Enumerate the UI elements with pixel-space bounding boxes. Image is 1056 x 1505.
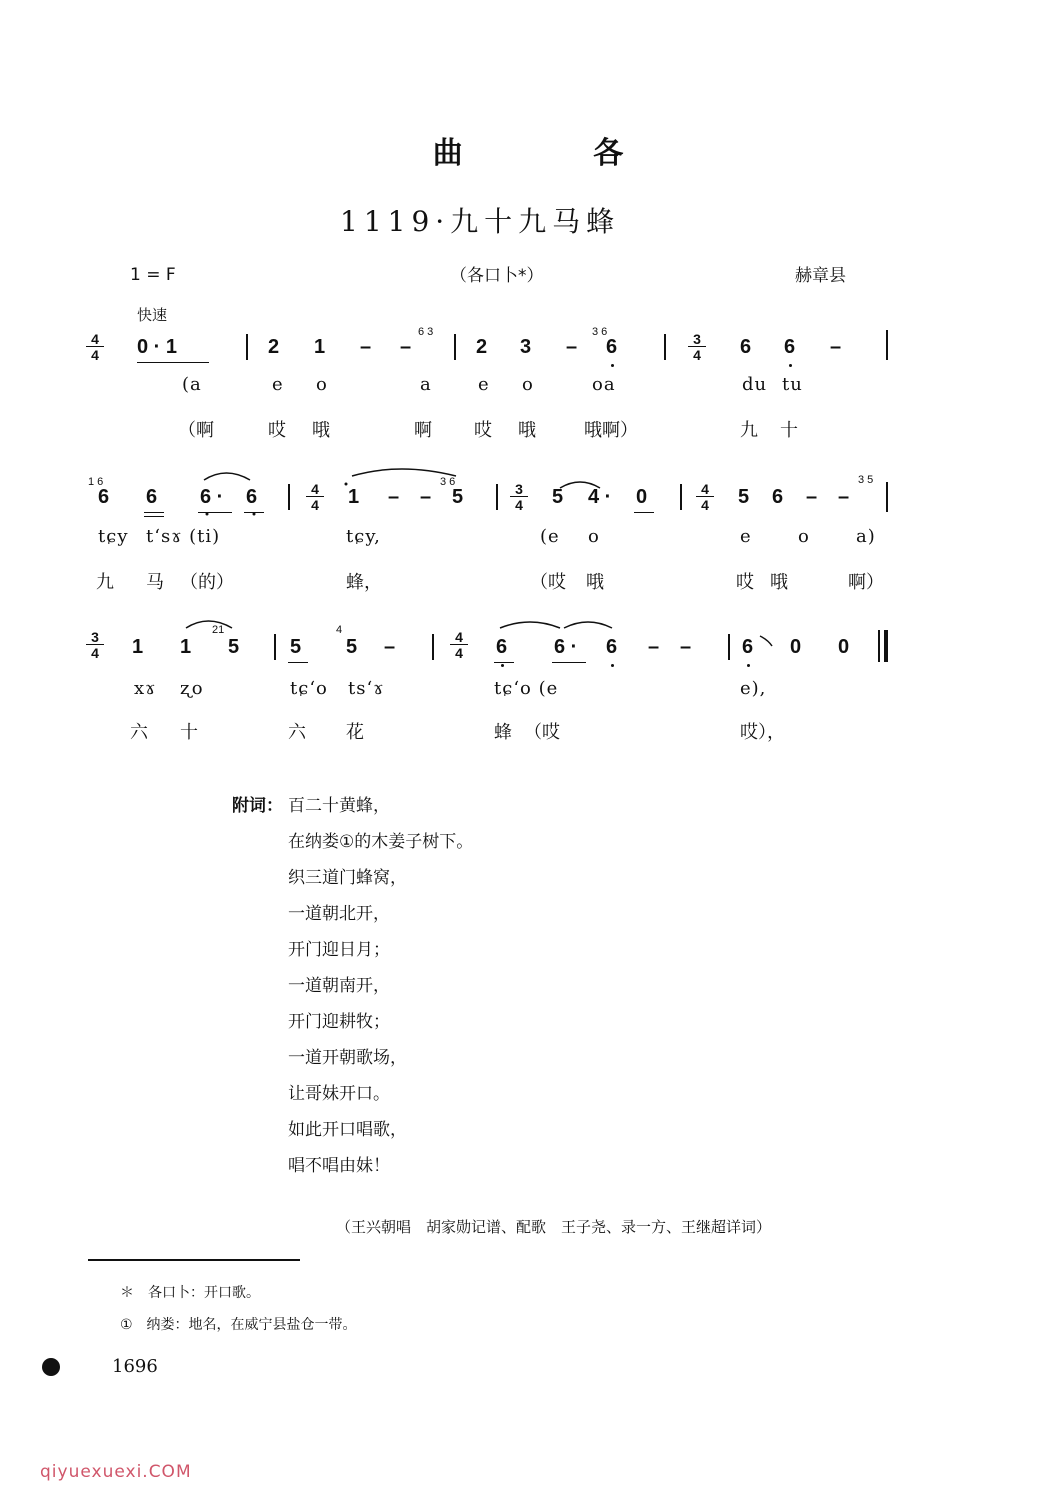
note: 5 — [738, 486, 750, 508]
time-signature: 4 4 — [86, 332, 104, 362]
octave-dot — [345, 483, 348, 486]
lyric-line: 让哥妹开口。 — [288, 1084, 390, 1104]
tempo-marking: 快速 — [137, 306, 168, 324]
chinese-lyric: 花 — [346, 722, 364, 743]
octave-dot — [206, 513, 209, 516]
lyric-line: 一道朝南开， — [288, 976, 390, 996]
note: 5 — [552, 486, 564, 508]
chinese-lyric: 蜂， — [346, 572, 382, 593]
note: – — [360, 336, 372, 358]
lyric-line: 一道开朝歌场， — [288, 1048, 407, 1068]
chinese-lyric: （的） — [180, 572, 234, 593]
chinese-lyric: 哦 — [586, 572, 604, 593]
slur — [352, 469, 456, 476]
chinese-lyric: 蜂 — [494, 722, 512, 743]
time-signature: 4 4 — [696, 482, 714, 512]
chinese-lyric: 九 — [96, 572, 114, 593]
grace-note: 3 5 — [858, 474, 874, 486]
ipa-lyric: e — [740, 526, 752, 547]
page-number: 1696 — [112, 1356, 158, 1377]
song-number: 1119 — [340, 205, 436, 238]
chinese-lyric: 哦啊） — [584, 420, 638, 441]
ipa-lyric: a) — [856, 526, 876, 547]
ipa-lyric: e), — [740, 678, 767, 699]
chinese-lyric: 六 — [130, 722, 148, 743]
note: – — [648, 636, 660, 658]
note: – — [388, 486, 400, 508]
credit-line: （王兴朝唱 胡家勋记谱、配歌 王子尧、录一方、王继超详词） — [336, 1218, 772, 1236]
time-signature: 4 4 — [450, 630, 468, 660]
ipa-lyric: o — [588, 526, 600, 547]
ipa-lyric: (a — [182, 374, 202, 395]
lyric-line: 如此开口唱歌， — [288, 1120, 407, 1140]
note: 6 — [740, 336, 752, 358]
note: 6 — [98, 486, 110, 508]
note: 2 — [268, 336, 280, 358]
chinese-lyric: 哦 — [518, 420, 536, 441]
section-title: 曲 各 — [432, 136, 684, 171]
chinese-lyric: 十 — [180, 722, 198, 743]
ipa-lyric: tu — [782, 374, 803, 395]
grace-note: 1 6 — [88, 476, 104, 488]
note: 4 · — [588, 486, 612, 508]
note: 6 — [496, 636, 508, 658]
watermark: qiyuexuexi.COM — [40, 1462, 192, 1482]
chinese-lyric: 哎 — [736, 572, 754, 593]
time-signature: 3 4 — [510, 482, 528, 512]
note: 5 — [452, 486, 464, 508]
song-name: 九十九马蜂 — [450, 205, 621, 238]
slur — [564, 622, 612, 628]
page-bullet-icon — [42, 1358, 60, 1376]
note: 1 — [348, 486, 360, 508]
ipa-lyric: o — [522, 374, 534, 395]
chinese-lyric: 哎）， — [740, 722, 785, 743]
note: 6 — [772, 486, 784, 508]
ipa-lyric: tsʻɤ — [348, 678, 385, 699]
chinese-lyric: 九 — [740, 420, 758, 441]
note: 0 — [838, 636, 850, 658]
ipa-lyric: (e — [540, 526, 560, 547]
note: 2 — [476, 336, 488, 358]
region-label: 赫章县 — [795, 266, 846, 286]
note: 3 — [520, 336, 532, 358]
ipa-lyric: e — [272, 374, 284, 395]
ipa-lyric: tʻsɤ (ti) — [146, 526, 221, 547]
lyric-line: 织三道门蜂窝， — [288, 868, 407, 888]
ipa-lyric: o — [316, 374, 328, 395]
chinese-lyric: 哎 — [474, 420, 492, 441]
note: 6 — [606, 336, 618, 358]
note: 1 — [180, 636, 192, 658]
song-subtitle: （各口卜*） — [450, 266, 544, 286]
note: 6 — [246, 486, 258, 508]
ipa-lyric: tɕy, — [346, 526, 381, 547]
note: – — [680, 636, 692, 658]
chinese-lyric: 啊） — [848, 572, 884, 593]
note: 0 · 1 — [137, 336, 178, 358]
note: 0 — [636, 486, 648, 508]
ipa-lyric: tɕʻo (e — [494, 678, 559, 699]
note: – — [566, 336, 578, 358]
note: – — [420, 486, 432, 508]
chinese-lyric: （哎 — [524, 722, 560, 743]
ipa-lyric: o — [798, 526, 810, 547]
chinese-lyric: 十 — [780, 420, 798, 441]
octave-dot — [253, 513, 256, 516]
lyric-line: 百二十黄蜂， — [288, 796, 390, 816]
slur — [760, 636, 772, 646]
chinese-lyric: 哦 — [312, 420, 330, 441]
grace-note: 6 3 — [418, 326, 434, 338]
note: 6 — [742, 636, 754, 658]
note: – — [806, 486, 818, 508]
chinese-lyric: （啊 — [178, 420, 214, 441]
grace-note: 3 6 — [440, 476, 456, 488]
note: 0 — [790, 636, 802, 658]
slur — [204, 473, 250, 480]
note: 1 — [314, 336, 326, 358]
key-signature: 1 = F — [130, 265, 176, 285]
lyric-line: 唱不唱由妹！ — [288, 1156, 390, 1176]
note: – — [838, 486, 850, 508]
chinese-lyric: 六 — [288, 722, 306, 743]
lyric-line: 开门迎日月； — [288, 940, 390, 960]
note: 6 — [146, 486, 158, 508]
slur — [560, 482, 600, 488]
note: 6 — [784, 336, 796, 358]
note: 1 — [132, 636, 144, 658]
chinese-lyric: 哎 — [268, 420, 286, 441]
lyric-line: 开门迎耕牧； — [288, 1012, 390, 1032]
note: 6 — [606, 636, 618, 658]
footnote: ＊ 各口卜：开口歌。 — [120, 1285, 260, 1301]
chinese-lyric: 啊 — [414, 420, 432, 441]
time-signature: 3 4 — [688, 332, 706, 362]
ipa-lyric: du — [742, 374, 768, 395]
time-signature: 4 4 — [306, 482, 324, 512]
lyric-line: 在纳娄①的木姜子树下。 — [288, 832, 474, 852]
lyric-line: 一道朝北开， — [288, 904, 390, 924]
chinese-lyric: 哦 — [770, 572, 788, 593]
ipa-lyric: e — [478, 374, 490, 395]
note: 5 — [346, 636, 358, 658]
note: 6 · — [554, 636, 578, 658]
ipa-lyric: tɕy — [98, 526, 129, 547]
ipa-lyric: a — [420, 374, 432, 395]
footnote: ① 纳娄：地名，在威宁县盐仓一带。 — [120, 1317, 357, 1333]
footnote-rule — [88, 1259, 300, 1261]
note: – — [384, 636, 396, 658]
ipa-lyric: tɕʻo — [290, 678, 328, 699]
chinese-lyric: 马 — [146, 572, 164, 593]
note: 5 — [228, 636, 240, 658]
time-signature: 3 4 — [86, 630, 104, 660]
note: 5 — [290, 636, 302, 658]
note: – — [400, 336, 412, 358]
ipa-lyric: oa — [592, 374, 616, 395]
slur — [500, 622, 560, 628]
lyrics-label: 附词： — [232, 796, 283, 816]
grace-note: 4 — [336, 624, 343, 636]
note: – — [830, 336, 842, 358]
grace-note: 3 6 — [592, 326, 608, 338]
chinese-lyric: （哎 — [530, 572, 566, 593]
ipa-lyric: ʐo — [180, 678, 204, 699]
grace-note: 21 — [212, 624, 225, 636]
slur — [186, 621, 232, 628]
ipa-lyric: xɤ — [134, 678, 157, 699]
song-title: 1119·九十九马蜂 — [340, 205, 621, 238]
note: 6 · — [200, 486, 224, 508]
